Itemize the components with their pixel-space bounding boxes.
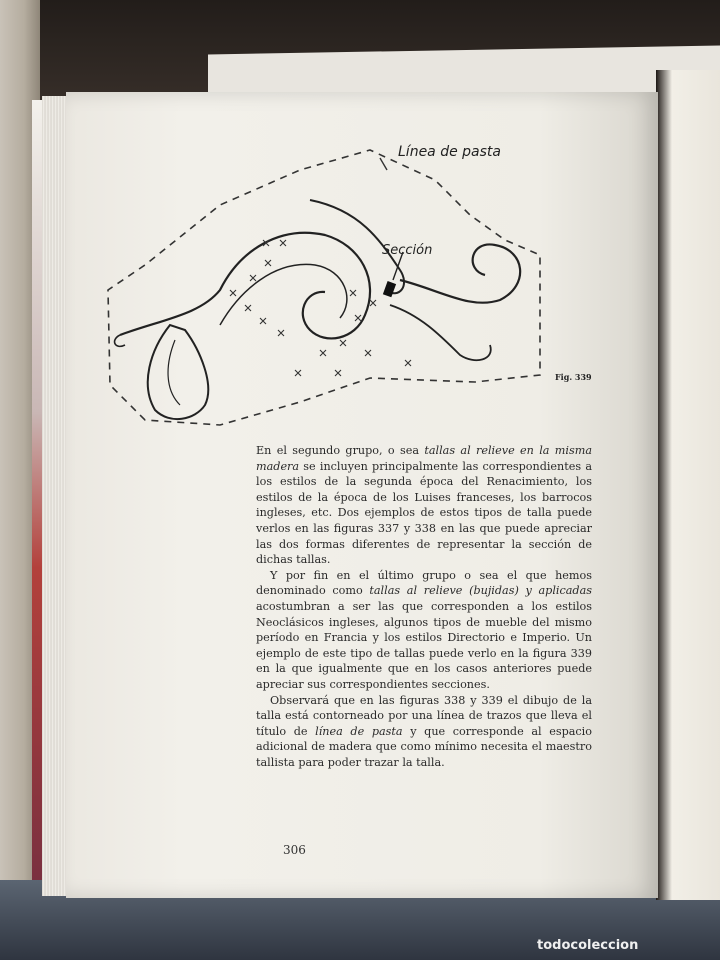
page-stack xyxy=(42,96,68,896)
section-marker xyxy=(383,281,396,297)
text-run-italic: línea de pasta xyxy=(315,724,403,738)
text-run-italic: tallas al relieve en la misma madera xyxy=(256,444,592,473)
paragraph xyxy=(256,568,592,693)
linea-de-pasta-label: Línea de pasta xyxy=(398,144,501,160)
seccion-label: Sección xyxy=(382,243,433,258)
text-run: Observará que en las figuras 338 y 339 el dibujo de la talla está contorneado por una línea de trazos que lleva el título de xyxy=(256,693,592,738)
hatch-marks xyxy=(230,240,411,376)
bell-leaf xyxy=(148,325,208,419)
text-run-italic: tallas al relieve (bujidas) y aplicadas xyxy=(369,584,592,598)
linea-de-pasta-outline xyxy=(108,150,540,425)
text-run: Y por fin en el último grupo o sea el que hemos denominado como xyxy=(256,568,592,598)
linea-de-pasta-leader xyxy=(380,158,387,170)
text-run: se incluyen principalmente las correspondientes a los estilos de la segunda época del Renacimiento, los estilos de la época de los Luises franceses, los barrocos ingleses, etc. Dos ejemplos de estos tipos de talla puede verlos en las figuras 337 y 338 en las que puede apreciar las dos formas diferentes de representar la sección de dichas tallas. xyxy=(256,459,592,567)
body-text xyxy=(256,443,592,770)
figure-caption: Fig. 339 xyxy=(555,372,592,382)
carving-illustration xyxy=(100,140,550,440)
text-run: En el segundo grupo, o sea xyxy=(256,444,425,457)
left-tendril xyxy=(115,335,125,346)
scroll-main xyxy=(120,233,370,339)
bell-leaf-inner xyxy=(168,340,180,405)
watermark-suffix: coleccion xyxy=(570,938,639,953)
acanthus-lower xyxy=(390,305,491,360)
scroll-inner xyxy=(220,264,347,325)
text-run: acostumbran a ser las que corresponden a los estilos Neoclásicos ingleses, algunos tipos de mueble del mismo período en Francia y los estilos Directorio e Imperio. Un ejemplo de este tipo de tallas puede verlo en la figura 339 en la que igualmente que en los casos anteriores puede apreciar sus correspondientes secciones. xyxy=(256,599,592,691)
page-number: 306 xyxy=(283,843,306,857)
right-page-edge xyxy=(656,70,720,900)
paragraph xyxy=(256,693,592,771)
watermark-prefix: todo xyxy=(537,938,571,953)
text-run: y que corresponde al espacio adicional de madera que como mínimo necesita el maestro tallista para poder trazar la talla. xyxy=(256,724,592,769)
paragraph xyxy=(256,443,592,568)
watermark xyxy=(537,938,638,953)
book-cover-edge xyxy=(32,100,42,880)
